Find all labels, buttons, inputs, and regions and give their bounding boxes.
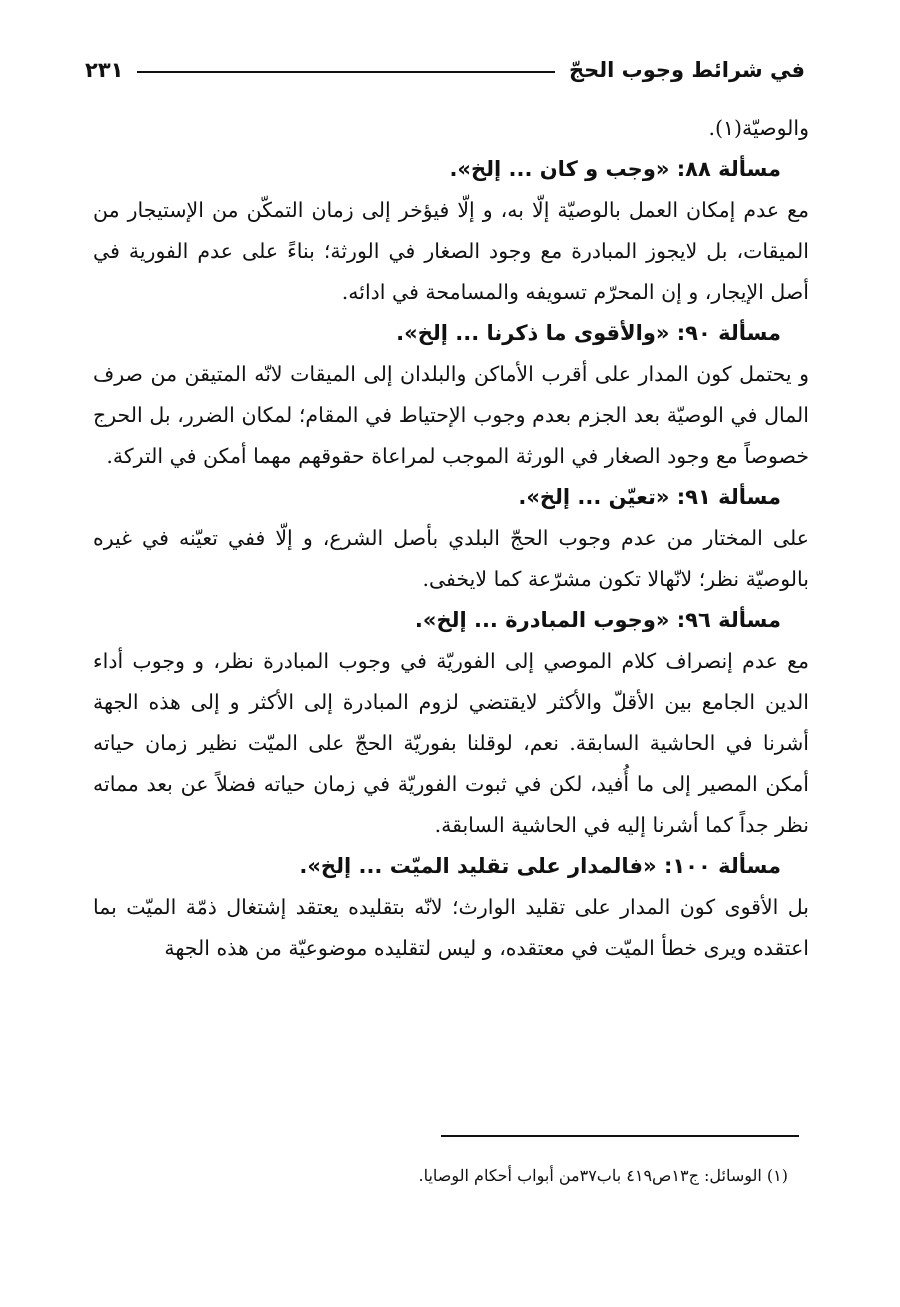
main-text — [93, 108, 809, 969]
issue-heading: مسألة ٩٦: «وجوب المبادرة ... إلخ». — [414, 608, 781, 632]
running-title: في شرائط وجوب الحجّ — [568, 58, 805, 82]
paragraph: بل الأقوى كون المدار على تقليد الوارث؛ لانّه بتقليده يعتقد إشتغال ذمّة الميّت بما اعتقده ويرى خطأ الميّت في معتقده، و ليس لتقليده موضوعيّة من هذه الجهة — [93, 895, 809, 960]
issue-heading: مسألة ٩٠: «والأقوى ما ذكرنا ... إلخ». — [396, 321, 781, 345]
page-header — [85, 52, 805, 88]
paragraph: على المختار من عدم وجوب الحجّ البلدي بأصل الشرع، و إلّا ففي تعيّنه في غيره بالوصيّة نظر؛ لانّهالا تكون مشرّعة كما لايخفى. — [93, 526, 809, 591]
paragraph: مع عدم إمكان العمل بالوصيّة إلّا به، و إلّا فيؤخر إلى زمان التمكّن من الإستيجار من الميقات، بل لايجوز المبادرة مع وجود الصغار في الورثة؛ بناءً على عدم الفورية في أصل الإيجار، و إن المحرّم تسويفه والمسامحة في ادائه. — [93, 198, 809, 304]
footnote: (١) الوسائل: ج١٣ص٤١٩ باب٣٧من أبواب أحكام الوصايا. — [418, 1166, 788, 1185]
paragraph: مع عدم إنصراف كلام الموصي إلى الفوريّة في وجوب المبادرة نظر، و وجوب أداء الدين الجامع بين الأقلّ والأكثر لايقتضي لزوم المبادرة إلى الأكثر و إلى هذه الجهة أشرنا في الحاشية السابقة. نعم، لوقلنا بفوريّة الحجّ على الميّت نظير زمان حياته أمكن المصير إلى ما أُفيد، لكن في ثبوت الفوريّة في زمان حياته فضلاً عن بعد مماته نظر جداً كما أشرنا إليه في الحاشية السابقة. — [93, 649, 809, 837]
header-rule — [137, 71, 555, 73]
issue-heading: مسألة ٩١: «تعيّن ... إلخ». — [518, 485, 781, 509]
paragraph: و يحتمل كون المدار على أقرب الأماكن والبلدان إلى الميقات لانّه المتيقن من صرف المال في الوصيّة بعد الجزم بعدم وجوب الإحتياط في المقام؛ لمكان الضرر، بل الحرج خصوصاً مع وجود الصغار في الورثة الموجب لمراعاة حقوقهم مهما أمكن في التركة. — [93, 362, 809, 468]
footnote-rule — [441, 1135, 799, 1137]
issue-heading: مسألة ١٠٠: «فالمدار على تقليد الميّت ... إلخ». — [299, 854, 781, 878]
page-number: ٢٣١ — [85, 58, 124, 82]
paragraph: والوصيّة(١). — [708, 116, 809, 140]
issue-heading: مسألة ٨٨: «وجب و كان ... إلخ». — [449, 157, 781, 181]
